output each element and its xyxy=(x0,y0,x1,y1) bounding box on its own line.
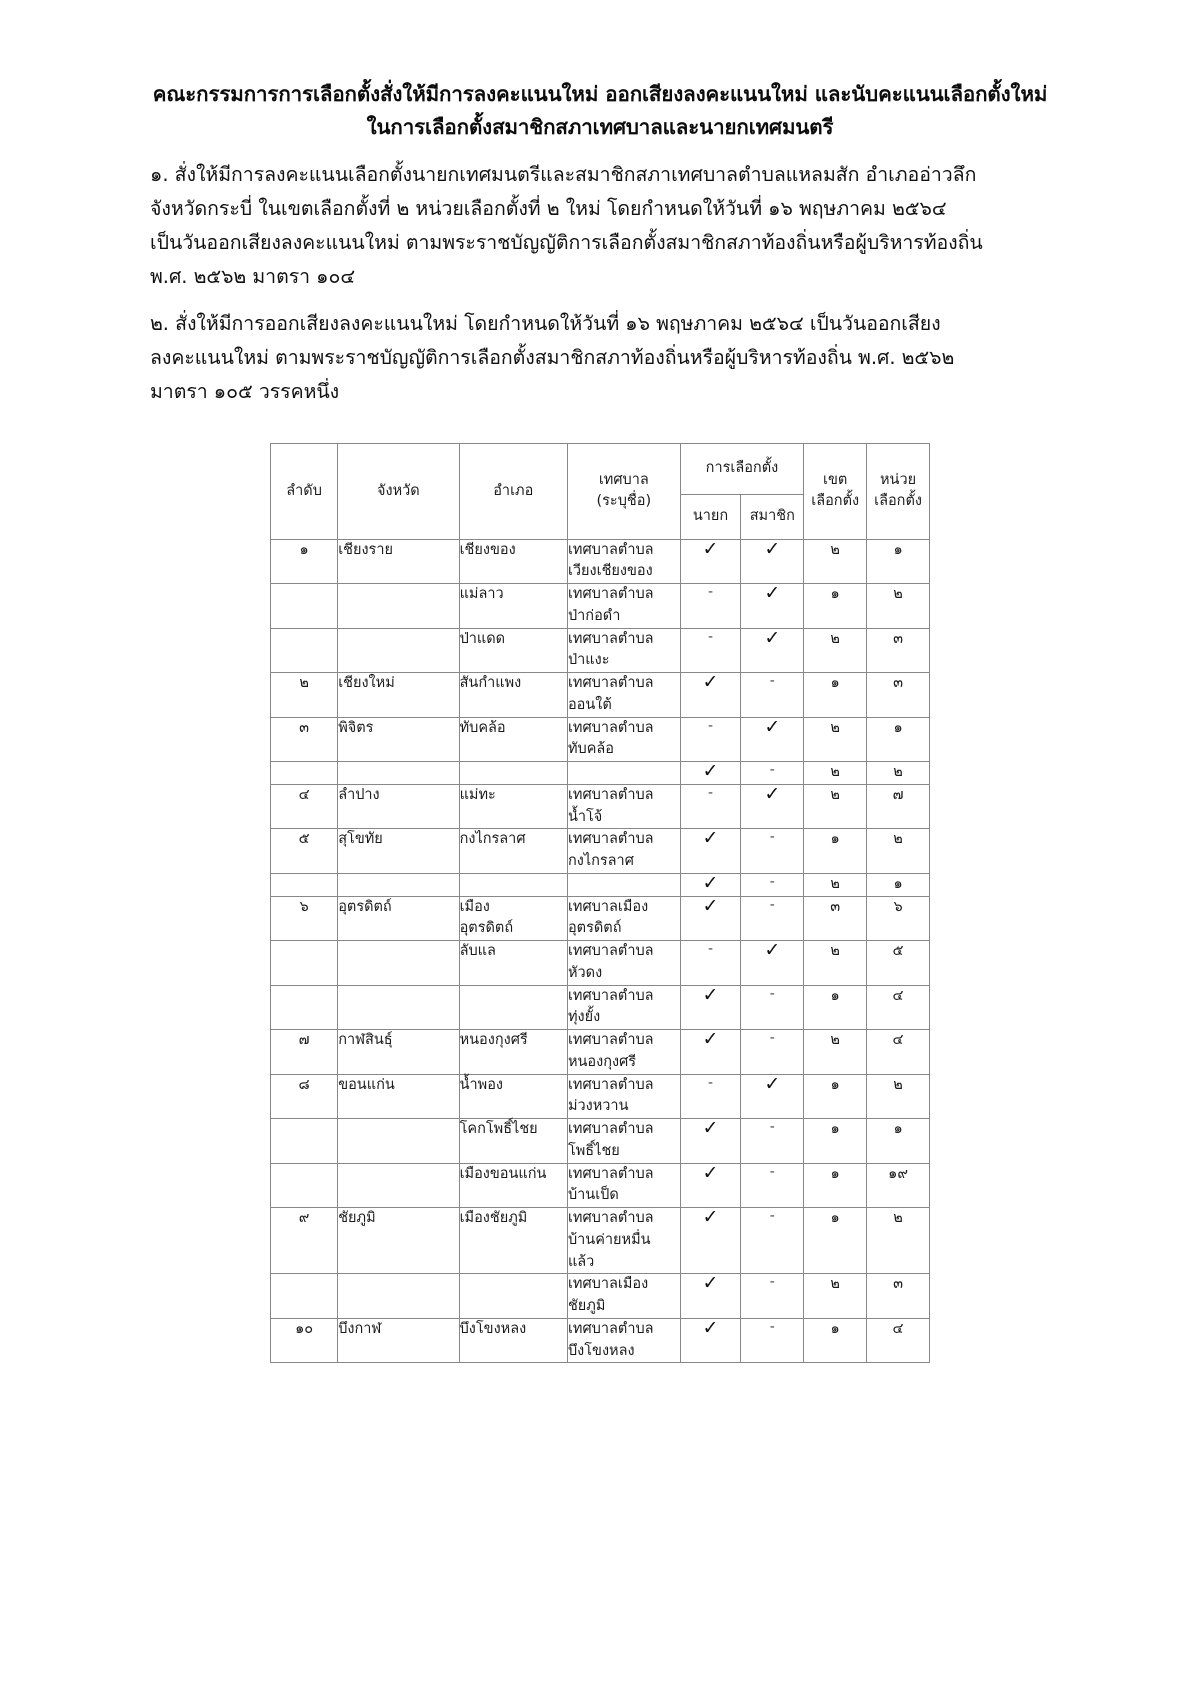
cell-member xyxy=(741,628,804,673)
dash-mark: - xyxy=(707,784,714,801)
dash-mark: - xyxy=(769,1030,775,1047)
dash-mark: - xyxy=(707,584,714,601)
cell-district: แม่ทะ xyxy=(459,784,567,829)
dash-mark: - xyxy=(769,873,775,890)
cell-zone: ๒ xyxy=(804,873,867,896)
dash-mark: - xyxy=(707,941,714,958)
check-icon: ✓ xyxy=(764,582,781,605)
cell-mayor xyxy=(680,896,741,941)
paragraph-2-line-1: ๒. สั่งให้มีการออกเสียงลงคะแนนใหม่ โดยกำหนดให้วันที่ ๑๖ พฤษภาคม ๒๕๖๔ เป็นวันออกเสียง xyxy=(150,312,941,336)
cell-member xyxy=(741,829,804,874)
cell-province: ชัยภูมิ xyxy=(338,1208,459,1274)
dash-mark: - xyxy=(769,896,775,913)
cell-district: แม่ลาว xyxy=(459,584,567,629)
cell-unit: ๔ xyxy=(867,985,930,1030)
cell-zone: ๑ xyxy=(804,985,867,1030)
check-icon: ✓ xyxy=(764,1072,781,1095)
cell-order: ๑๐ xyxy=(271,1318,338,1363)
cell-district: เมืองชัยภูมิ xyxy=(459,1208,567,1274)
election-table-wrapper xyxy=(150,443,1050,1364)
cell-mayor xyxy=(680,985,741,1030)
paragraph-1-line-3: เป็นวันออกเสียงลงคะแนนใหม่ ตามพระราชบัญญัติการเลือกตั้งสมาชิกสภาท้องถิ่นหรือผู้บริหารท้องถิ่น xyxy=(150,230,983,254)
cell-member xyxy=(741,717,804,762)
cell-unit: ๒ xyxy=(867,1074,930,1119)
cell-province: กาฬสินธุ์ xyxy=(338,1030,459,1075)
table-row xyxy=(271,873,930,896)
cell-municipality: เทศบาลเมือง ชัยภูมิ xyxy=(567,1274,680,1319)
cell-order: ๑ xyxy=(271,539,338,584)
header-mayor: นายก xyxy=(680,494,741,539)
dash-mark: - xyxy=(769,1208,775,1225)
dash-mark: - xyxy=(769,762,775,779)
cell-order xyxy=(271,1163,338,1208)
cell-province xyxy=(338,985,459,1030)
check-icon: ✓ xyxy=(702,671,719,694)
cell-district xyxy=(459,1274,567,1319)
cell-unit: ๑ xyxy=(867,1119,930,1164)
cell-unit: ๑ xyxy=(867,717,930,762)
cell-order: ๗ xyxy=(271,1030,338,1075)
cell-zone: ๑ xyxy=(804,1119,867,1164)
cell-zone: ๒ xyxy=(804,628,867,673)
header-zone xyxy=(804,443,867,539)
cell-member xyxy=(741,784,804,829)
dash-mark: - xyxy=(769,1318,775,1335)
check-icon: ✓ xyxy=(702,1161,719,1184)
cell-district: ป่าแดด xyxy=(459,628,567,673)
cell-province: ขอนแก่น xyxy=(338,1074,459,1119)
table-row xyxy=(271,1119,930,1164)
paragraph-1-line-4: พ.ศ. ๒๕๖๒ มาตรา ๑๐๔ xyxy=(150,264,356,288)
cell-order: ๕ xyxy=(271,829,338,874)
header-unit-line-2: เลือกตั้ง xyxy=(874,493,922,510)
cell-municipality: เทศบาลตำบล ออนใต้ xyxy=(567,673,680,718)
cell-unit: ๔ xyxy=(867,1030,930,1075)
table-row xyxy=(271,628,930,673)
table-body xyxy=(271,539,930,1363)
header-municipality xyxy=(567,443,680,539)
cell-member xyxy=(741,985,804,1030)
cell-district: เมือง อุตรดิตถ์ xyxy=(459,896,567,941)
header-zone-line-1: เขต xyxy=(823,472,848,489)
cell-member xyxy=(741,941,804,986)
title-line-1: คณะกรรมการการเลือกตั้งสั่งให้มีการลงคะแนนใหม่ ออกเสียงลงคะแนนใหม่ และนับคะแนนเลือกตั้งใหม่ xyxy=(152,82,1048,106)
cell-municipality: เทศบาลตำบล บึงโขงหลง xyxy=(567,1318,680,1363)
header-district: อำเภอ xyxy=(459,443,567,539)
cell-mayor xyxy=(680,1318,741,1363)
cell-unit: ๕ xyxy=(867,941,930,986)
cell-province xyxy=(338,762,459,785)
cell-mayor xyxy=(680,1163,741,1208)
dash-mark: - xyxy=(769,1163,775,1180)
table-row xyxy=(271,985,930,1030)
paragraph-1-line-1: ๑. สั่งให้มีการลงคะแนนเลือกตั้งนายกเทศมนตรีและสมาชิกสภาเทศบาลตำบลแหลมสัก อำเภออ่าวลึก xyxy=(150,163,977,187)
check-icon: ✓ xyxy=(702,871,719,894)
cell-zone: ๑ xyxy=(804,1074,867,1119)
cell-zone: ๑ xyxy=(804,1318,867,1363)
cell-zone: ๑ xyxy=(804,829,867,874)
cell-district xyxy=(459,985,567,1030)
cell-order: ๖ xyxy=(271,896,338,941)
cell-province xyxy=(338,584,459,629)
dash-mark: - xyxy=(769,1274,775,1291)
cell-member xyxy=(741,1318,804,1363)
cell-member xyxy=(741,873,804,896)
cell-municipality: เทศบาลตำบล โพธิ์ไชย xyxy=(567,1119,680,1164)
cell-district: เชียงของ xyxy=(459,539,567,584)
dash-mark: - xyxy=(769,1119,775,1136)
cell-municipality: เทศบาลตำบล ม่วงหวาน xyxy=(567,1074,680,1119)
check-icon: ✓ xyxy=(702,1206,719,1229)
paragraph-1 xyxy=(150,158,1050,293)
table-row xyxy=(271,784,930,829)
cell-zone: ๒ xyxy=(804,941,867,986)
dash-mark: - xyxy=(707,717,714,734)
cell-zone: ๒ xyxy=(804,784,867,829)
cell-province xyxy=(338,941,459,986)
cell-unit: ๓ xyxy=(867,673,930,718)
check-icon: ✓ xyxy=(702,983,719,1006)
cell-order: ๓ xyxy=(271,717,338,762)
cell-municipality: เทศบาลตำบล บ้านเป็ด xyxy=(567,1163,680,1208)
cell-municipality: เทศบาลตำบล บ้านค่ายหมื่น แล้ว xyxy=(567,1208,680,1274)
cell-order xyxy=(271,1119,338,1164)
cell-zone: ๒ xyxy=(804,1274,867,1319)
cell-zone: ๒ xyxy=(804,539,867,584)
dash-mark: - xyxy=(707,1074,714,1091)
table-row xyxy=(271,673,930,718)
cell-order xyxy=(271,762,338,785)
header-member: สมาชิก xyxy=(741,494,804,539)
cell-mayor xyxy=(680,717,741,762)
table-header-row-1 xyxy=(271,443,930,494)
cell-district: หนองกุงศรี xyxy=(459,1030,567,1075)
cell-zone: ๒ xyxy=(804,717,867,762)
cell-municipality: เทศบาลตำบล ป่าแงะ xyxy=(567,628,680,673)
cell-district: กงไกรลาศ xyxy=(459,829,567,874)
title-line-2: ในการเลือกตั้งสมาชิกสภาเทศบาลและนายกเทศมนตรี xyxy=(366,115,834,140)
header-municipality-line-2: (ระบุชื่อ) xyxy=(596,493,652,510)
cell-unit: ๒ xyxy=(867,584,930,629)
cell-unit: ๓ xyxy=(867,1274,930,1319)
cell-municipality: เทศบาลเมือง อุตรดิตถ์ xyxy=(567,896,680,941)
table-row xyxy=(271,584,930,629)
check-icon: ✓ xyxy=(702,827,719,850)
check-icon: ✓ xyxy=(702,1028,719,1051)
cell-municipality: เทศบาลตำบล หนองกุงศรี xyxy=(567,1030,680,1075)
check-icon: ✓ xyxy=(702,1316,719,1339)
check-icon: ✓ xyxy=(764,537,781,560)
table-row xyxy=(271,896,930,941)
cell-municipality: เทศบาลตำบล น้ำโจ้ xyxy=(567,784,680,829)
cell-municipality: เทศบาลตำบล เวียงเชียงของ xyxy=(567,539,680,584)
cell-province xyxy=(338,1274,459,1319)
cell-district: สันกำแพง xyxy=(459,673,567,718)
cell-district: ลับแล xyxy=(459,941,567,986)
cell-mayor xyxy=(680,1030,741,1075)
cell-unit: ๑ xyxy=(867,873,930,896)
header-order: ลำดับ xyxy=(271,443,338,539)
cell-province: บึงกาฬ xyxy=(338,1318,459,1363)
cell-province: อุตรดิตถ์ xyxy=(338,896,459,941)
cell-member xyxy=(741,1119,804,1164)
cell-district: บึงโขงหลง xyxy=(459,1318,567,1363)
cell-province: เชียงใหม่ xyxy=(338,673,459,718)
cell-district xyxy=(459,762,567,785)
cell-municipality: เทศบาลตำบล กงไกรลาศ xyxy=(567,829,680,874)
cell-member xyxy=(741,673,804,718)
table-row xyxy=(271,539,930,584)
cell-member xyxy=(741,1074,804,1119)
cell-mayor xyxy=(680,762,741,785)
header-municipality-line-1: เทศบาล xyxy=(598,472,649,489)
table-row xyxy=(271,1074,930,1119)
cell-mayor xyxy=(680,628,741,673)
cell-municipality xyxy=(567,762,680,785)
paragraph-2-line-2: ลงคะแนนใหม่ ตามพระราชบัญญัติการเลือกตั้งสมาชิกสภาท้องถิ่นหรือผู้บริหารท้องถิ่น พ.ศ. ๒๕๖๒ xyxy=(150,346,955,370)
cell-order xyxy=(271,985,338,1030)
cell-member xyxy=(741,1030,804,1075)
cell-member xyxy=(741,1208,804,1274)
check-icon: ✓ xyxy=(702,894,719,917)
cell-province xyxy=(338,873,459,896)
cell-district xyxy=(459,873,567,896)
check-icon: ✓ xyxy=(764,782,781,805)
check-icon: ✓ xyxy=(764,939,781,962)
dash-mark: - xyxy=(769,985,775,1002)
table-row xyxy=(271,762,930,785)
cell-unit: ๑ xyxy=(867,539,930,584)
paragraph-1-line-2: จังหวัดกระบี่ ในเขตเลือกตั้งที่ ๒ หน่วยเลือกตั้งที่ ๒ ใหม่ โดยกำหนดให้วันที่ ๑๖ พฤษภาคม ๒๕๖๔ xyxy=(150,197,947,221)
table-row xyxy=(271,1318,930,1363)
check-icon: ✓ xyxy=(764,715,781,738)
cell-province: พิจิตร xyxy=(338,717,459,762)
cell-province xyxy=(338,628,459,673)
cell-municipality xyxy=(567,873,680,896)
cell-province xyxy=(338,1163,459,1208)
cell-unit: ๒ xyxy=(867,762,930,785)
cell-member xyxy=(741,539,804,584)
cell-zone: ๓ xyxy=(804,896,867,941)
cell-unit: ๗ xyxy=(867,784,930,829)
check-icon: ✓ xyxy=(702,1272,719,1295)
paragraph-2-line-3: มาตรา ๑๐๕ วรรคหนึ่ง xyxy=(150,379,340,403)
cell-unit: ๒ xyxy=(867,829,930,874)
cell-zone: ๒ xyxy=(804,762,867,785)
cell-order: ๒ xyxy=(271,673,338,718)
cell-order: ๔ xyxy=(271,784,338,829)
table-row xyxy=(271,717,930,762)
cell-order: ๘ xyxy=(271,1074,338,1119)
cell-zone: ๑ xyxy=(804,673,867,718)
cell-member xyxy=(741,1274,804,1319)
table-head xyxy=(271,443,930,539)
cell-order: ๙ xyxy=(271,1208,338,1274)
cell-unit: ๔ xyxy=(867,1318,930,1363)
cell-mayor xyxy=(680,829,741,874)
dash-mark: - xyxy=(769,673,775,690)
cell-district: น้ำพอง xyxy=(459,1074,567,1119)
cell-mayor xyxy=(680,1274,741,1319)
cell-zone: ๑ xyxy=(804,1208,867,1274)
cell-mayor xyxy=(680,941,741,986)
page-title xyxy=(150,78,1050,144)
cell-district: โคกโพธิ์ไชย xyxy=(459,1119,567,1164)
cell-municipality: เทศบาลตำบล ทับคล้อ xyxy=(567,717,680,762)
cell-mayor xyxy=(680,1119,741,1164)
cell-order xyxy=(271,873,338,896)
cell-municipality: เทศบาลตำบล ป่าก่อดำ xyxy=(567,584,680,629)
cell-unit: ๒ xyxy=(867,1208,930,1274)
cell-zone: ๑ xyxy=(804,584,867,629)
header-unit-line-1: หน่วย xyxy=(879,472,917,489)
election-table xyxy=(270,443,930,1364)
cell-district: เมืองขอนแก่น xyxy=(459,1163,567,1208)
cell-unit: ๑๙ xyxy=(867,1163,930,1208)
cell-district: ทับคล้อ xyxy=(459,717,567,762)
cell-member xyxy=(741,896,804,941)
cell-municipality: เทศบาลตำบล หัวดง xyxy=(567,941,680,986)
cell-member xyxy=(741,1163,804,1208)
cell-order xyxy=(271,941,338,986)
dash-mark: - xyxy=(707,628,714,645)
cell-mayor xyxy=(680,873,741,896)
dash-mark: - xyxy=(769,829,775,846)
cell-province xyxy=(338,1119,459,1164)
cell-order xyxy=(271,584,338,629)
cell-province: สุโขทัย xyxy=(338,829,459,874)
header-election-group: การเลือกตั้ง xyxy=(680,443,804,494)
table-row xyxy=(271,1163,930,1208)
cell-province: ลำปาง xyxy=(338,784,459,829)
cell-mayor xyxy=(680,539,741,584)
cell-mayor xyxy=(680,1074,741,1119)
cell-municipality: เทศบาลตำบล ทุ่งยั้ง xyxy=(567,985,680,1030)
cell-province: เชียงราย xyxy=(338,539,459,584)
cell-member xyxy=(741,762,804,785)
check-icon: ✓ xyxy=(764,626,781,649)
cell-unit: ๓ xyxy=(867,628,930,673)
cell-member xyxy=(741,584,804,629)
table-row xyxy=(271,941,930,986)
check-icon: ✓ xyxy=(702,760,719,783)
check-icon: ✓ xyxy=(702,1117,719,1140)
cell-order xyxy=(271,1274,338,1319)
cell-zone: ๑ xyxy=(804,1163,867,1208)
header-province: จังหวัด xyxy=(338,443,459,539)
cell-unit: ๖ xyxy=(867,896,930,941)
paragraph-2 xyxy=(150,307,1050,408)
cell-order xyxy=(271,628,338,673)
check-icon: ✓ xyxy=(702,537,719,560)
cell-mayor xyxy=(680,1208,741,1274)
header-zone-line-2: เลือกตั้ง xyxy=(811,493,860,510)
cell-mayor xyxy=(680,584,741,629)
table-row xyxy=(271,829,930,874)
cell-zone: ๒ xyxy=(804,1030,867,1075)
header-unit xyxy=(867,443,930,539)
cell-mayor xyxy=(680,784,741,829)
cell-mayor xyxy=(680,673,741,718)
table-row xyxy=(271,1208,930,1274)
table-row xyxy=(271,1030,930,1075)
table-row xyxy=(271,1274,930,1319)
